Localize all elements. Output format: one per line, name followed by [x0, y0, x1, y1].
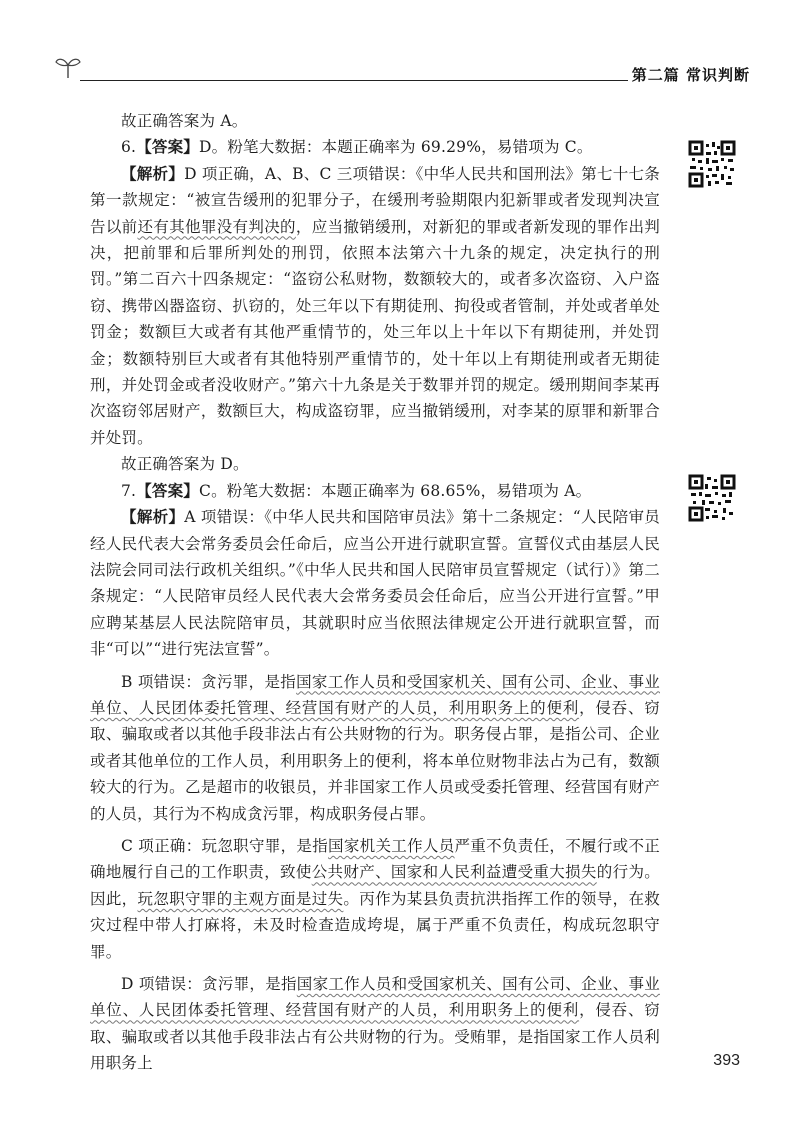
question-7-analysis-d — [90, 971, 660, 1077]
question-7-analysis-b — [90, 669, 660, 827]
sprout-icon — [54, 54, 82, 84]
header-rule — [80, 80, 628, 81]
qr-code-icon[interactable] — [688, 474, 736, 522]
question-7-analysis-a — [90, 504, 660, 662]
question-7-answer — [90, 478, 660, 504]
paragraph: 故正确答案为 D。 — [121, 455, 249, 474]
underlined-text: 国家工作人员和受国家机关、国有公司、企业、事业单位、人民团体委托管理、经营国有财产的人员，利用职务上的便利 — [90, 975, 660, 1020]
section-title: 第二篇 常识判断 — [631, 66, 750, 84]
page-number: 393 — [713, 1052, 740, 1069]
underlined-text: 玩忽职守罪的主观方面是过失 — [137, 889, 344, 908]
analysis-text: ，侵吞、窃取、骗取或者以其他手段非法占有公共财物的行为。受贿罪，是指国家工作人员利用职务上 — [90, 1001, 660, 1073]
analysis-text: D 项错误：贪污罪，是指 — [121, 975, 297, 993]
analysis-text: 。丙作为某县负责抗洪指挥工作的领导，在救灾过程中带人打麻将，未及时检查造成垮堤，属于严重不负责任，构成玩忽职守罪。 — [90, 889, 660, 961]
analysis-text: ，侵吞、窃取、骗取或者以其他手段非法占有公共财物的行为。职务侵占罪，是指公司、企业或者其他单位的工作人员，利用职务上的便利，将本单位财物非法占为己有，数额较大的行为。乙是超市的收银员，并非国家工作人员或受委托管理、经营国有财产的人员，其行为不构成贪污罪，构成职务侵占罪。 — [90, 698, 660, 823]
underlined-text: 还有其他罪没有判决的 — [137, 217, 296, 236]
underlined-text: 公共财产、国家和人民利益遭受重大损失 — [311, 863, 597, 882]
page-content — [90, 108, 660, 1077]
underlined-text: 国家机关工作人员 — [328, 836, 455, 855]
analysis-text: 的行为。因此， — [90, 863, 660, 908]
paragraph: 故正确答案为 A。 — [121, 112, 248, 130]
analysis-tag: 【解析】 — [121, 507, 185, 527]
underlined-text: 国家工作人员和受国家机关、国有公司、企业、事业单位、人民团体委托管理、经营国有财产的人员，利用职务上的便利 — [90, 672, 660, 717]
analysis-text: C 项正确：玩忽职守罪，是指 — [121, 836, 329, 855]
answer-text: C。粉笔大数据：本题正确率为 68.65%，易错项为 A。 — [199, 481, 592, 500]
analysis-text: A 项错误：《中华人民共和国陪审员法》第十二条规定：“人民陪审员经人民代表大会常务委员会任命后，应当公开进行就职宣誓。宣誓仪式由基层人民法院会同司法行政机关组织。”《中华人民共和国人民陪审员宣誓规定（试行）》第二条规定：“人民陪审员经人民代表大会常务委员会任命后，应当公开进行宣誓。”甲应聘某基层人民法院陪审员，其就职时应当依照法律规定公开进行就职宣誓，而非“可以”“进行宪法宣誓”。 — [90, 508, 660, 659]
answer-text: D。粉笔大数据：本题正确率为 69.29%，易错项为 C。 — [199, 138, 593, 157]
answer-tag: 【答案】 — [136, 480, 200, 500]
question-6-answer — [90, 134, 660, 160]
question-6-analysis — [90, 161, 660, 451]
question-number: 6. — [121, 138, 137, 157]
question-number: 7. — [121, 481, 137, 500]
qr-code-icon[interactable] — [688, 140, 736, 188]
question-7-analysis-c — [90, 833, 660, 965]
analysis-text: 严重不负责任，不履行或不正确地履行自己的工作职责，致使 — [90, 836, 660, 882]
answer-tag: 【答案】 — [136, 137, 200, 157]
analysis-text: D 项正确，A、B、C 三项错误：《中华人民共和国刑法》第七十七条第一款规定：“被宣告缓刑的犯罪分子，在缓刑考验期限内犯新罪或者发现判决宣告以前 — [90, 164, 661, 236]
analysis-text: ，应当撤销缓刑，对新犯的罪或者新发现的罪作出判决，把前罪和后罪所判处的刑罚，依照本法第六十九条的规定，决定执行的刑罚。”第二百六十四条规定：“盗窃公私财物，数额较大的，或者多次盗窃、入户盗窃、携带凶器盗窃、扒窃的，处三年以下有期徒刑、拘役或者管制，并处或者单处罚金；数额巨大或者有其他严重情节的，处三年以上十年以下有期徒刑，并处罚金；数额特别巨大或者有其他特别严重情节的，处十年以上有期徒刑或者无期徒刑，并处罚金或者没收财产。”第六十九条是关于数罪并罚的规定。缓刑期间李某再次盗窃邻居财产，数额巨大，构成盗窃罪，应当撤销缓刑，对李某的原罪和新罪合并处罚。 — [90, 217, 660, 447]
analysis-tag: 【解析】 — [121, 163, 185, 183]
analysis-text: B 项错误：贪污罪，是指 — [121, 672, 297, 691]
page-header — [50, 52, 750, 92]
